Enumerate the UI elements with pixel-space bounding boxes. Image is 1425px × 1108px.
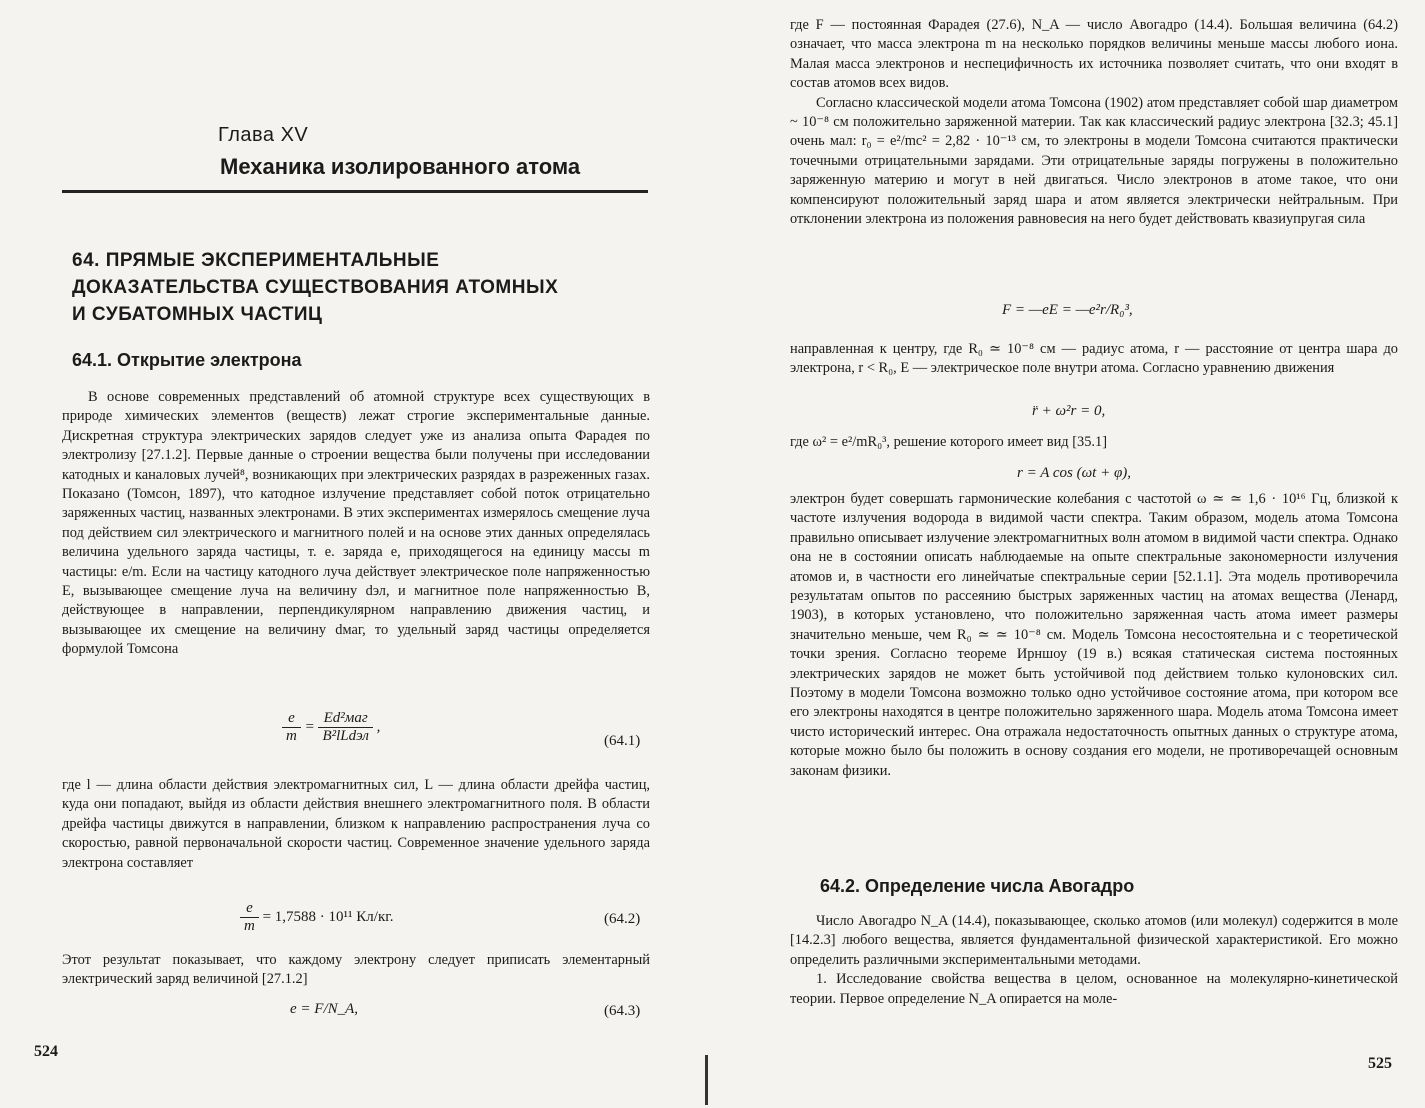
page-number: 525	[1368, 1055, 1392, 1072]
page-number: 524	[34, 1043, 58, 1060]
section-title-line: 64. ПРЯМЫЕ ЭКСПЕРИМЕНТАЛЬНЫЕ	[72, 250, 440, 271]
body-text	[62, 388, 650, 660]
subsection-title: 64.1. Открытие электрона	[72, 350, 302, 370]
chapter-title: Механика изолированного атома	[220, 154, 581, 179]
right-page	[712, 0, 1425, 1108]
body-text	[62, 776, 650, 873]
formula-term: m	[244, 918, 255, 934]
section-title	[72, 247, 672, 328]
paragraph: где l — длина области действия электромагнитных сил, L — длина области дрейфа частиц, куда они попадают, выйдя из области действия внешнего электромагнитного поля. В области дрейфа частицы движутся в направлении, близком к направлению распространения луча со скоростью, равной первоначальной скорости частиц. Современное значение удельного заряда электрона составляет	[62, 777, 650, 871]
paragraph: электрон будет совершать гармонические колебания с частотой ω ≃ ≃ 1,6 · 10¹⁶ Гц, близкой к частоте излучения водорода в видимой части спектра. Таким образом, модель атома Томсона правильно описывает излучение электромагнитных волн атомом в видимой части спектра. Однако она не в состоянии описать наблюдаемые на опыте спектральные закономерности излучения атомов и, в частности его линейчатые спектральные серии [52.1.1]. Эта модель противоречила результатам опытов по рассеянию быстрых заряженных частиц на атомах вещества (Ленард, 1903), в которых установлено, что положительно заряженная часть атома имеет размеры значительно меньше, чем R₀ ≃ ≃ 10⁻⁸ см. Модель Томсона несостоятельна и с теоретической точки зрения. Согласно теореме Ирншоу (19 в.) всякая статическая система постоянных электрических зарядов не может быть устойчивой под действием только кулоновских сил. Поэтому в модели Томсона возможно только одно устойчивое состояние атома, при котором все его электроны находятся в центре положительно заряженного шара. Модель атома Томсона имеет чисто исторический интерес. Она отражала недостаточность опытных данных о структуре атома, которые можно было бы положить в основу создания его модели, не противоречащей основным законам физики.	[790, 491, 1398, 779]
subsection-title: 64.2. Определение числа Авогадро	[820, 876, 1135, 896]
formula-solution: r = A cos (ωt + φ),	[1017, 465, 1131, 481]
body-text	[790, 433, 1398, 452]
body-text	[790, 912, 1398, 1009]
formula-term: e	[240, 900, 259, 918]
equation-number: (64.1)	[604, 733, 641, 749]
equation-number: (64.3)	[604, 1003, 641, 1019]
formula-term: B²lLdэл	[322, 728, 369, 744]
body-text	[790, 16, 1398, 229]
formula-force: F = —eE = —e²r/R₀³,	[1002, 302, 1133, 318]
body-text	[790, 490, 1398, 781]
section-title-line: И СУБАТОМНЫХ ЧАСТИЦ	[72, 304, 323, 325]
paragraph: Этот результат показывает, что каждому электрону следует приписать элементарный электрический заряд величиной [27.1.2]	[62, 952, 650, 988]
paragraph: где F — постоянная Фарадея (27.6), N_A — число Авогадро (14.4). Большая величина (64.2) означает, что масса электрона m на несколько порядков величины меньше массы любого иона. Малая масса электронов и неспецифичность их источника позволяет считать, что они входят в состав атомов всех видов.	[790, 17, 1398, 92]
paragraph: 1. Исследование свойства вещества в целом, основанное на молекулярно-кинетической теории. Первое определение N_A опирается на моле-	[790, 971, 1398, 1007]
formula-term: ,	[376, 718, 381, 735]
formula-term: = 1,7588 · 10¹¹ Кл/кг.	[262, 908, 394, 925]
gutter-line	[705, 1055, 708, 1105]
left-page	[0, 0, 705, 1108]
equation-number: (64.2)	[604, 911, 641, 927]
formula-motion: r̈ + ω²r = 0,	[1032, 403, 1106, 419]
paragraph: где ω² = e²/mR₀³, решение которого имеет вид [35.1]	[790, 434, 1107, 450]
section-title-line: ДОКАЗАТЕЛЬСТВА СУЩЕСТВОВАНИЯ АТОМНЫХ	[72, 277, 559, 298]
formula-term: m	[286, 728, 297, 744]
chapter-label: Глава XV	[218, 124, 309, 146]
formula-64-2	[240, 900, 393, 935]
paragraph: Согласно классической модели атома Томсона (1902) атом представляет собой шар диаметром ~ 10⁻⁸ см положительно заряженной материи. Так как классический радиус электрона [32.3; 45.1] очень мал: r₀ = e²/mc² = 2,82 · 10⁻¹³ см, то электроны в модели Томсона считаются практически точечными отрицательными зарядами. Эти отрицательные заряды погружены в положительно заряженную материю и могут в ней двигаться. Число электронов в атоме такое, что они компенсируют положительный заряд шара и атом является электрически нейтральным. При отклонении электрона из положения равновесия на него будет действовать квазиупругая сила	[790, 94, 1398, 228]
paragraph: В основе современных представлений об атомной структуре всех существующих в природе химических элементов (веществ) лежат строгие экспериментальные данные. Дискретная структура электрических зарядов следует уже из анализа опыта Фарадея по электролизу [27.1.2]. Первые данные о строении вещества были получены при исследовании катодных и каналовых лучей⁸, возникающих при электрических разрядах в разреженных газах. Показано (Томсон, 1897), что катодное излучение представляет собой поток отрицательно заряженных частиц, названных электронами. В этих экспериментах измерялось смещение луча под действием сил электрического и магнитного полей и на основе этих данных определялась величина удельного заряда частицы, т. е. заряда e, приходящегося на единицу массы m частицы: e/m. Если на частицу катодного луча действует электрическое поле напряженностью E, вызывающее смещение луча на величину dэл, и магнитное поле напряженностью B, действующее в направлении, перпендикулярном направлению движения частиц, и вызывающее их смещение на величину dмаг, то удельный заряд частицы определяется формулой Томсона	[62, 389, 650, 658]
formula-term: e	[282, 710, 301, 728]
body-text	[790, 340, 1398, 379]
body-text	[62, 951, 650, 990]
chapter-rule	[62, 190, 648, 193]
formula-64-1: $\frac{e}{m}$ = $\frac{\text{Ed²маг}}{\text{B²lLdэл}}$ ,	[282, 710, 380, 745]
formula-64-3: e = F/N_A,	[290, 1001, 359, 1017]
formula-term: Ed²маг	[318, 710, 372, 728]
paragraph: направленная к центру, где R₀ ≃ 10⁻⁸ см — радиус атома, r — расстояние от центра шара до электрона, r < R₀, E — электрическое поле внутри атома. Согласно уравнению движения	[790, 341, 1398, 377]
paragraph: Число Авогадро N_A (14.4), показывающее, сколько атомов (или молекул) содержится в моле [14.2.3] любого вещества, является фундаментальной физической характеристикой. Его можно определить различными экспериментальными методами.	[790, 913, 1398, 968]
